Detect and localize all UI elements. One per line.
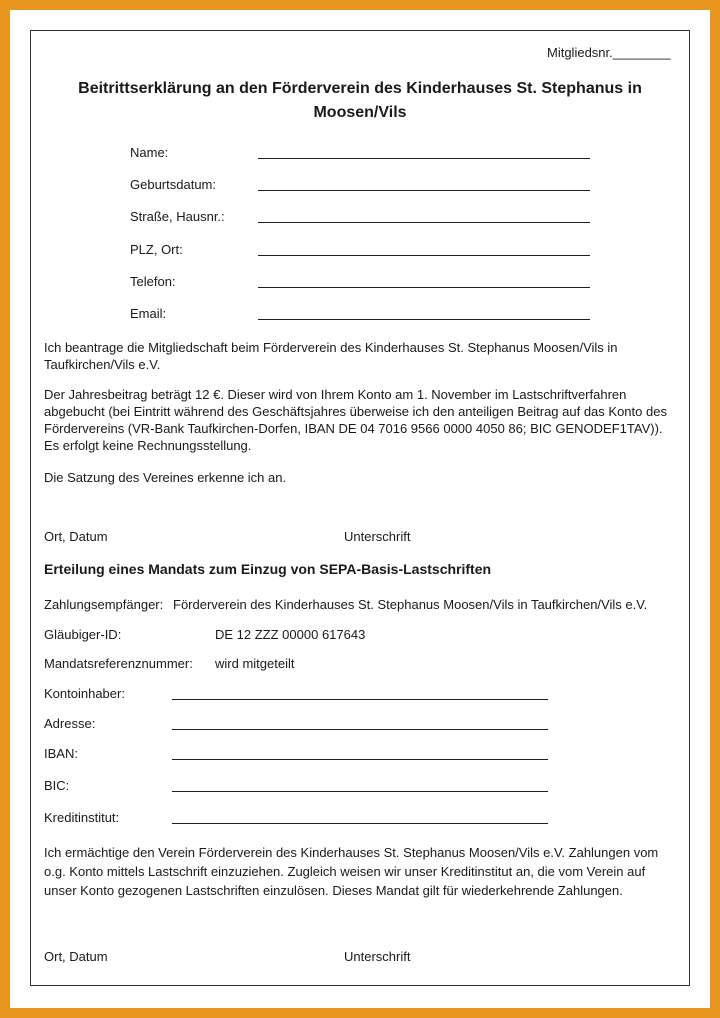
sepa-heading: Erteilung eines Mandats zum Einzug von SEPA-Basis-Lastschriften: [44, 561, 492, 577]
payee-value: Förderverein des Kinderhauses St. Stephanus Moosen/Vils in Taufkirchen/Vils e.V.: [173, 597, 648, 612]
signature-label-2: Unterschrift: [344, 949, 411, 964]
email-label: Email:: [130, 306, 167, 321]
creditor-id-label: Gläubiger-ID:: [44, 627, 122, 642]
phone-label: Telefon:: [130, 274, 176, 289]
member-number-field[interactable]: Mitgliedsnr.________: [547, 45, 671, 60]
form-title: [40, 77, 680, 125]
bic-input-line[interactable]: [172, 791, 548, 792]
address-label: Adresse:: [44, 716, 96, 731]
birthdate-label: Geburtsdatum:: [130, 177, 216, 192]
zip-city-input-line[interactable]: [258, 255, 590, 256]
birthdate-input-line[interactable]: [258, 190, 590, 191]
bank-input-line[interactable]: [172, 823, 548, 824]
membership-fee-text: Der Jahresbeitrag beträgt 12 €. Dieser wird von Ihrem Konto am 1. November im Lastschriftverfahren abgebucht (bei Eintritt während des Geschäftsjahres überweise ich den anteiligen Beitrag auf das Konto des Fördervereins (VR-Bank Taufkirchen-Dorfen, IBAN DE 04 7016 9566 0000 4050 86; BIC GENODEF1TAV)). Es erfolgt keine Rechnungsstellung.: [44, 387, 667, 453]
street-input-line[interactable]: [258, 222, 590, 223]
mandate-ref-value: wird mitgeteilt: [215, 656, 295, 671]
iban-input-line[interactable]: [172, 759, 548, 760]
account-holder-label: Kontoinhaber:: [44, 686, 125, 701]
statutes-text: Die Satzung des Vereines erkenne ich an.: [44, 470, 287, 485]
zip-city-label: PLZ, Ort:: [130, 242, 183, 257]
form-title-line2: Moosen/Vils: [313, 104, 407, 121]
sepa-authorization-text: Ich ermächtige den Verein Förderverein des Kinderhauses St. Stephanus Moosen/Vils e.V. Zahlungen vom o.g. Konto mittels Lastschrift einzuziehen. Zugleich weisen wir unser Kreditinstitut an, die vom Verein auf unser Konto gezogenen Lastschriften einzulösen. Dieses Mandat gilt für wiederkehrende Zahlungen.: [44, 845, 659, 898]
form-title-line1: Beitrittserklärung an den Förderverein des Kinderhauses St. Stephanus in: [78, 80, 642, 97]
place-date-label-2: Ort, Datum: [44, 949, 108, 964]
address-input-line[interactable]: [172, 729, 548, 730]
membership-application-text: Ich beantrage die Mitgliedschaft beim Förderverein des Kinderhauses St. Stephanus Moosen/Vils in Taufkirchen/Vils e.V.: [44, 340, 618, 372]
name-input-line[interactable]: [258, 158, 590, 159]
payee-label: Zahlungsempfänger:: [44, 597, 164, 612]
email-input-line[interactable]: [258, 319, 590, 320]
form-page: [10, 10, 710, 1008]
creditor-id-value: DE 12 ZZZ 00000 617643: [215, 627, 366, 642]
bank-label: Kreditinstitut:: [44, 810, 120, 825]
iban-label: IBAN:: [44, 746, 78, 761]
signature-label-1: Unterschrift: [344, 529, 411, 544]
name-label: Name:: [130, 145, 169, 160]
bic-label: BIC:: [44, 778, 70, 793]
account-holder-input-line[interactable]: [172, 699, 548, 700]
place-date-label-1: Ort, Datum: [44, 529, 108, 544]
street-label: Straße, Hausnr.:: [130, 209, 225, 224]
phone-input-line[interactable]: [258, 287, 590, 288]
mandate-ref-label: Mandatsreferenznummer:: [44, 656, 193, 671]
